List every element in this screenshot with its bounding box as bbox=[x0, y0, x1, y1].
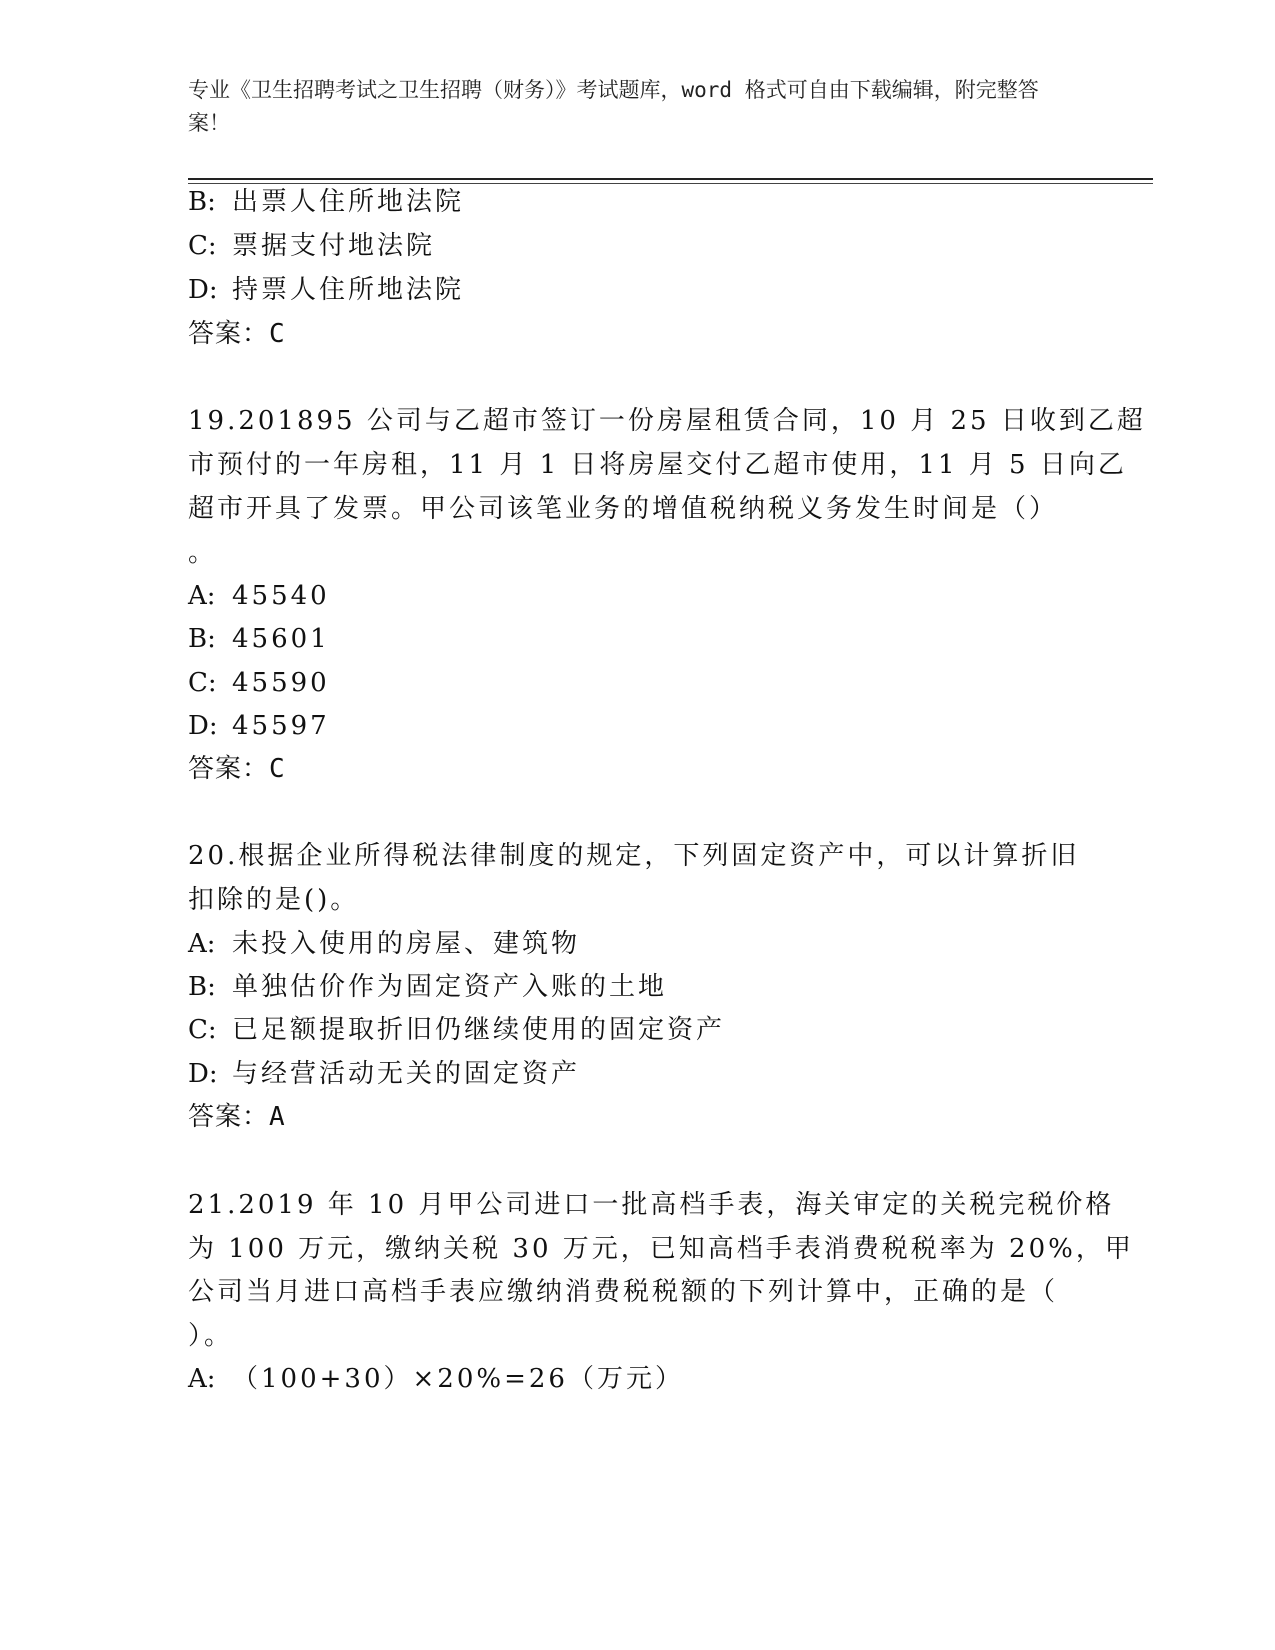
q20-answer: 答案：A bbox=[188, 1102, 286, 1132]
q21-stem-line-4: ）。 bbox=[188, 1321, 234, 1351]
q20-option-c bbox=[188, 1013, 725, 1047]
option-key: D: bbox=[188, 1059, 218, 1089]
q19-answer: 答案：C bbox=[188, 754, 286, 784]
q19-stem-line-1: 19.201895 公司与乙超市签订一份房屋租赁合同，10 月 25 日收到乙超 bbox=[188, 406, 1146, 436]
q18-option-c bbox=[188, 229, 435, 263]
q20-stem-line-1: 20.根据企业所得税法律制度的规定，下列固定资产中，可以计算折旧 bbox=[188, 841, 1080, 871]
option-key: C: bbox=[188, 1015, 217, 1045]
option-key: A: bbox=[188, 581, 216, 611]
q19-stem-line-4: 。 bbox=[188, 538, 218, 568]
q19-option-b bbox=[188, 622, 330, 656]
q19-stem-line-3: 超市开具了发票。甲公司该笔业务的增值税纳税义务发生时间是（） bbox=[188, 494, 1059, 524]
document-header: 专业《卫生招聘考试之卫生招聘（财务）》考试题库，word 格式可自由下载编辑，附完整答案！ bbox=[188, 78, 1039, 135]
option-text: 出票人住所地法院 bbox=[232, 187, 465, 217]
q18-option-d bbox=[188, 273, 464, 307]
q20-option-d bbox=[188, 1057, 580, 1091]
q20-option-b bbox=[188, 970, 667, 1004]
option-text: （100+30）×20%=26（万元） bbox=[232, 1364, 684, 1394]
option-key: A: bbox=[188, 929, 216, 959]
option-key: B: bbox=[188, 624, 216, 654]
option-text: 单独估价作为固定资产入账的土地 bbox=[232, 972, 668, 1002]
q21-stem-line-2: 为 100 万元，缴纳关税 30 万元，已知高档手表消费税税率为 20%，甲 bbox=[188, 1234, 1134, 1264]
option-text: 45601 bbox=[232, 624, 330, 654]
q20-option-a bbox=[188, 927, 580, 961]
option-text: 票据支付地法院 bbox=[232, 231, 436, 261]
option-text: 持票人住所地法院 bbox=[232, 275, 465, 305]
q19-option-d bbox=[188, 709, 330, 743]
option-text: 45540 bbox=[232, 581, 330, 611]
q18-answer: 答案：C bbox=[188, 319, 286, 349]
option-key: B: bbox=[188, 972, 216, 1002]
option-key: C: bbox=[188, 668, 217, 698]
q19-option-a bbox=[188, 579, 330, 613]
q21-stem-line-1: 21.2019 年 10 月甲公司进口一批高档手表，海关审定的关税完税价格 bbox=[188, 1190, 1115, 1220]
option-text: 与经营活动无关的固定资产 bbox=[232, 1059, 581, 1089]
option-key: A: bbox=[188, 1364, 216, 1394]
option-text: 未投入使用的房屋、建筑物 bbox=[232, 929, 581, 959]
header-divider-thin bbox=[188, 183, 1153, 184]
q19-option-c bbox=[188, 666, 330, 700]
q21-stem-line-3: 公司当月进口高档手表应缴纳消费税税额的下列计算中，正确的是（ bbox=[188, 1277, 1059, 1307]
q21-option-a bbox=[188, 1362, 684, 1396]
header-divider bbox=[188, 178, 1153, 180]
option-key: D: bbox=[188, 275, 218, 305]
q19-stem-line-2: 市预付的一年房租，11 月 1 日将房屋交付乙超市使用，11 月 5 日向乙 bbox=[188, 450, 1127, 480]
option-text: 45597 bbox=[232, 711, 330, 741]
option-text: 45590 bbox=[232, 668, 330, 698]
option-key: B: bbox=[188, 187, 216, 217]
q20-stem-line-2: 扣除的是()。 bbox=[188, 885, 360, 915]
option-key: C: bbox=[188, 231, 217, 261]
option-text: 已足额提取折旧仍继续使用的固定资产 bbox=[232, 1015, 726, 1045]
option-key: D: bbox=[188, 711, 218, 741]
q18-option-b bbox=[188, 185, 464, 219]
